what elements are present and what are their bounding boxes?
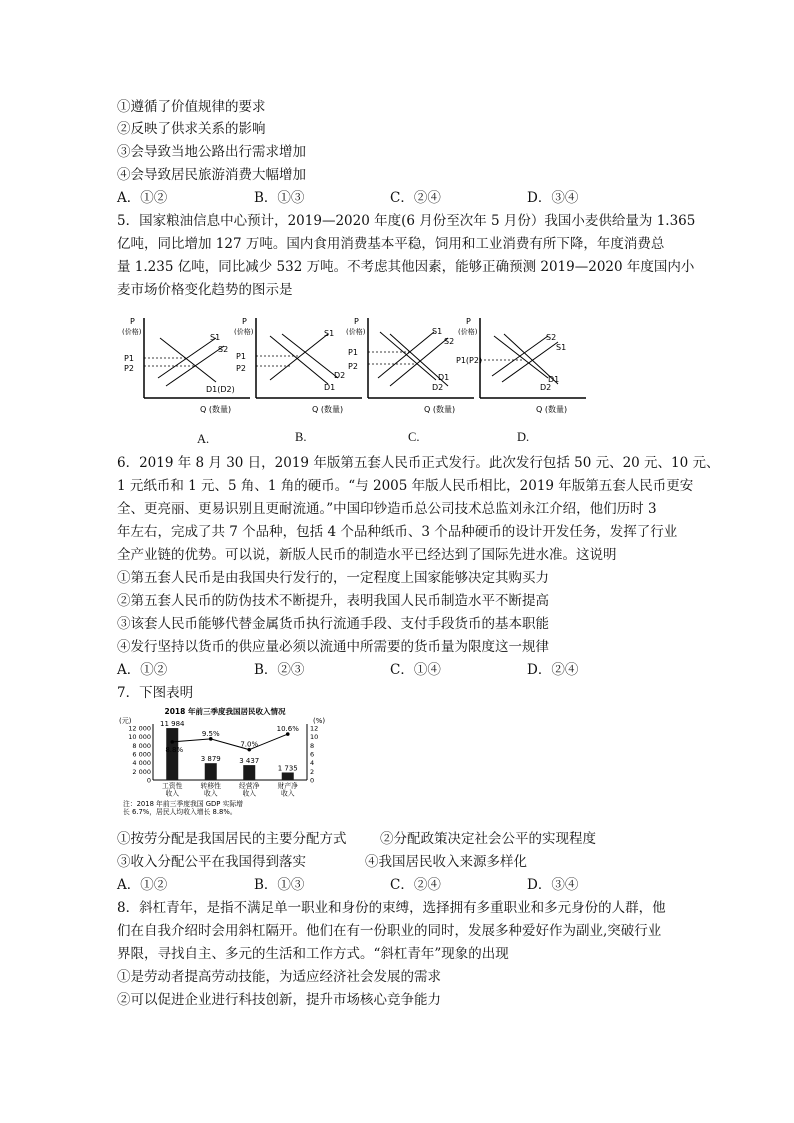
graph-b-p2: P2	[236, 364, 246, 373]
graph-a-axis-p: P	[130, 317, 135, 326]
graph-d-s1: S1	[556, 343, 567, 352]
graph-c-axis-q: Q (数量)	[424, 405, 456, 414]
chart-ytick-right: 12	[310, 724, 319, 733]
chart-growth-label: 8.8%	[165, 745, 184, 754]
chart-ytick-left: 12 000	[128, 724, 151, 733]
graph-d-p1p2: P1(P2)	[456, 356, 483, 365]
graph-d-d2: D2	[540, 383, 552, 392]
graph-b-d1: D1	[324, 383, 336, 392]
graph-b-axis-p: P	[242, 317, 247, 326]
chart-ytick-right: 4	[310, 759, 315, 768]
q6-option-b[interactable]: B．②③	[254, 662, 305, 678]
chart-category-label: 工资性	[162, 782, 183, 790]
graph-c-axis-p-sub: (价格)	[346, 328, 366, 336]
q4-options	[117, 187, 677, 209]
graph-d-d1: D1	[548, 375, 560, 384]
chart-category-label: 经营净	[239, 782, 260, 790]
q8-stem-line-1: 8．斜杠青年，是指不满足单一职业和身份的束缚，选择拥有多重职业和多元身份的人群，他	[117, 900, 666, 916]
q4-option-a[interactable]: A．①②	[117, 190, 168, 206]
graph-d-axis-q: Q (数量)	[536, 405, 568, 414]
chart-bar	[166, 728, 178, 780]
chart-category-label: 收入	[280, 789, 295, 798]
graph-b-letter[interactable]: B.	[295, 430, 307, 444]
chart-ytick-left: 6 000	[132, 750, 151, 759]
chart-ytick-right: 10	[310, 733, 319, 742]
graph-b-axis-q: Q (数量)	[312, 405, 344, 414]
q7-item-2: ②分配政策决定社会公平的实现程度	[380, 831, 596, 847]
chart-bar-value-label: 3 437	[239, 757, 260, 766]
graph-d-letter[interactable]: D.	[517, 430, 530, 444]
q6-stem-line-1: 6．2019 年 8 月 30 日，2019 年版第五套人民币正式发行。此次发行包括 50 元、20 元、10 元、	[117, 455, 720, 471]
chart-growth-label: 10.6%	[276, 725, 299, 734]
chart-ylabel-right: (%)	[313, 717, 326, 725]
q8-stem-line-2: 们在自我介绍时会用斜杠隔开。他们在有一份职业的同时，发展多种爱好作为副业,突破行业	[117, 923, 662, 939]
chart-bar	[282, 772, 294, 780]
graph-c-s2: S2	[444, 337, 455, 346]
chart-ytick-left: 4 000	[132, 759, 151, 768]
q6-stem-line-2: 1 元纸币和 1 元、5 角、1 角的硬币。“与 2005 年版人民币相比，2019 年版第五套人民币更安	[117, 478, 694, 494]
q5-stem-line-4: 麦市场价格变化趋势的图示是	[117, 282, 293, 298]
q6-option-a[interactable]: A．①②	[117, 662, 168, 678]
q7-options	[117, 874, 677, 896]
graph-a-p2: P2	[124, 364, 134, 373]
chart-bar-value-label: 11 984	[160, 720, 185, 729]
chart-ytick-right: 8	[310, 741, 315, 750]
chart-growth-line	[172, 734, 288, 750]
q6-stem-line-4: 年左右，完成了共 7 个品种，包括 4 个品种纸币、3 个品种硬币的设计开发任务，发挥了行业	[117, 524, 678, 540]
q7-option-c[interactable]: C．②④	[390, 877, 441, 893]
q5-graph-b[interactable]	[234, 317, 362, 414]
q5-graph-d[interactable]	[456, 317, 586, 414]
chart-category-label: 收入	[242, 789, 257, 798]
q5-graph-c[interactable]	[346, 317, 474, 414]
q5-stem-line-2: 亿吨，同比增加 127 万吨。国内食用消费基本平稳，饲用和工业消费有所下降，年度消费总	[117, 236, 665, 252]
q7-income-chart	[117, 706, 337, 822]
graph-c-s1: S1	[432, 327, 443, 336]
chart-note: 长 6.7%，居民人均收入增长 8.8%。	[123, 808, 237, 816]
q6-option-d[interactable]: D．②④	[527, 662, 579, 678]
chart-bar-value-label: 3 879	[200, 755, 221, 764]
q6-item-1: ①第五套人民币是由我国央行发行的，一定程度上国家能够决定其购买力	[117, 570, 549, 586]
graph-a-p1: P1	[124, 354, 134, 363]
graph-c-p2: P2	[348, 362, 358, 371]
q6-item-2: ②第五套人民币的防伪技术不断提升，表明我国人民币制造水平不断提高	[117, 593, 549, 609]
q7-item-1: ①按劳分配是我国居民的主要分配方式	[117, 831, 347, 847]
chart-growth-label: 9.5%	[201, 729, 220, 738]
q6-options	[117, 659, 677, 681]
chart-ytick-right: 6	[310, 750, 315, 759]
q7-option-a[interactable]: A．①②	[117, 877, 168, 893]
q6-item-4: ④发行坚持以货币的供应量必须以流通中所需要的货币量为限度这一规律	[117, 639, 549, 655]
graph-c-p1: P1	[348, 348, 358, 357]
q4-option-c[interactable]: C．②④	[390, 190, 441, 206]
chart-category-label: 转移性	[200, 782, 221, 790]
q5-graphs	[110, 310, 590, 450]
graph-d-axis-p-sub: (价格)	[458, 328, 478, 336]
q6-stem-line-5: 全产业链的优势。可以说，新版人民币的制造水平已经达到了国际先进水准。这说明	[117, 547, 617, 563]
q4-item-3: ③会导致当地公路出行需求增加	[117, 144, 306, 160]
chart-note: 注：2018 年前三季度我国 GDP 实际增	[123, 800, 243, 808]
q8-stem-line-3: 界限，寻找自主、多元的生活和工作方式。“斜杠青年”现象的出现	[117, 946, 509, 962]
graph-a-axis-q: Q (数量)	[200, 405, 232, 414]
q5-stem-line-3: 量 1.235 亿吨，同比减少 532 万吨。不考虑其他因素，能够正确预测 2019—2020 年度国内小	[117, 259, 695, 275]
q6-stem-line-3: 全、更亮丽、更易识别且更耐流通。”中国印钞造币总公司技术总监刘永江介绍，他们历时 3	[117, 501, 657, 517]
graph-c-d1: D1	[438, 373, 450, 382]
q8-item-2: ②可以促进企业进行科技创新，提升市场核心竞争能力	[117, 992, 441, 1008]
q7-option-b[interactable]: B．①③	[254, 877, 305, 893]
q7-option-d[interactable]: D．③④	[527, 877, 579, 893]
q7-item-4: ④我国居民收入来源多样化	[365, 854, 527, 870]
graph-b-p1: P1	[236, 352, 246, 361]
graph-a-s2: S2	[218, 345, 229, 354]
chart-bar-value-label: 1 735	[277, 764, 298, 773]
chart-ytick-left: 2 000	[132, 767, 151, 776]
graph-b-s1: S1	[324, 329, 335, 338]
chart-category-label: 财产净	[277, 782, 298, 790]
q7-item-3: ③收入分配公平在我国得到落实	[117, 854, 306, 870]
q7-stem: 7．下图表明	[117, 685, 194, 701]
q4-item-2: ②反映了供求关系的影响	[117, 121, 266, 137]
chart-growth-point	[170, 740, 174, 744]
chart-ytick-left: 0	[146, 776, 151, 785]
q8-item-1: ①是劳动者提高劳动技能，为适应经济社会发展的需求	[117, 969, 441, 985]
chart-bar	[243, 765, 255, 780]
graph-c-axis-p: P	[354, 317, 359, 326]
q6-item-3: ③该套人民币能够代替金属货币执行流通手段、支付手段货币的基本职能	[117, 616, 549, 632]
chart-category-label: 收入	[203, 789, 218, 798]
q4-item-1: ①遵循了价值规律的要求	[117, 99, 266, 115]
graph-a-axis-p-sub: (价格)	[122, 328, 142, 336]
q5-graph-a[interactable]	[122, 317, 250, 414]
q4-option-d[interactable]: D．③④	[527, 190, 579, 206]
graph-b-d2: D2	[334, 371, 346, 380]
graph-c-letter[interactable]: C.	[408, 430, 420, 444]
chart-ytick-right: 0	[310, 776, 315, 785]
graph-a-letter[interactable]: A.	[197, 432, 210, 446]
chart-ytick-left: 8 000	[132, 741, 151, 750]
chart-ylabel-left: (元)	[119, 717, 132, 725]
q4-option-b[interactable]: B．①③	[254, 190, 305, 206]
chart-ytick-left: 10 000	[128, 733, 151, 742]
q4-item-4: ④会导致居民旅游消费大幅增加	[117, 167, 306, 183]
graph-a-d: D1(D2)	[206, 385, 235, 394]
q5-stem-line-1: 5．国家粮油信息中心预计，2019—2020 年度(6 月份至次年 5 月份）我国小麦供给量为 1.365	[117, 213, 696, 229]
chart-ytick-right: 2	[310, 767, 315, 776]
chart-growth-label: 7.0%	[240, 740, 259, 749]
graph-d-axis-p: P	[466, 317, 471, 326]
chart-title: 2018 年前三季度我国居民收入情况	[164, 707, 286, 716]
graph-d-s2: S2	[546, 333, 557, 342]
graph-b-axis-p-sub: (价格)	[234, 328, 254, 336]
chart-category-label: 收入	[165, 789, 180, 798]
graph-c-d2: D2	[432, 383, 444, 392]
graph-a-s1: S1	[210, 333, 221, 342]
q6-option-c[interactable]: C．①④	[390, 662, 441, 678]
chart-bar	[205, 763, 217, 780]
